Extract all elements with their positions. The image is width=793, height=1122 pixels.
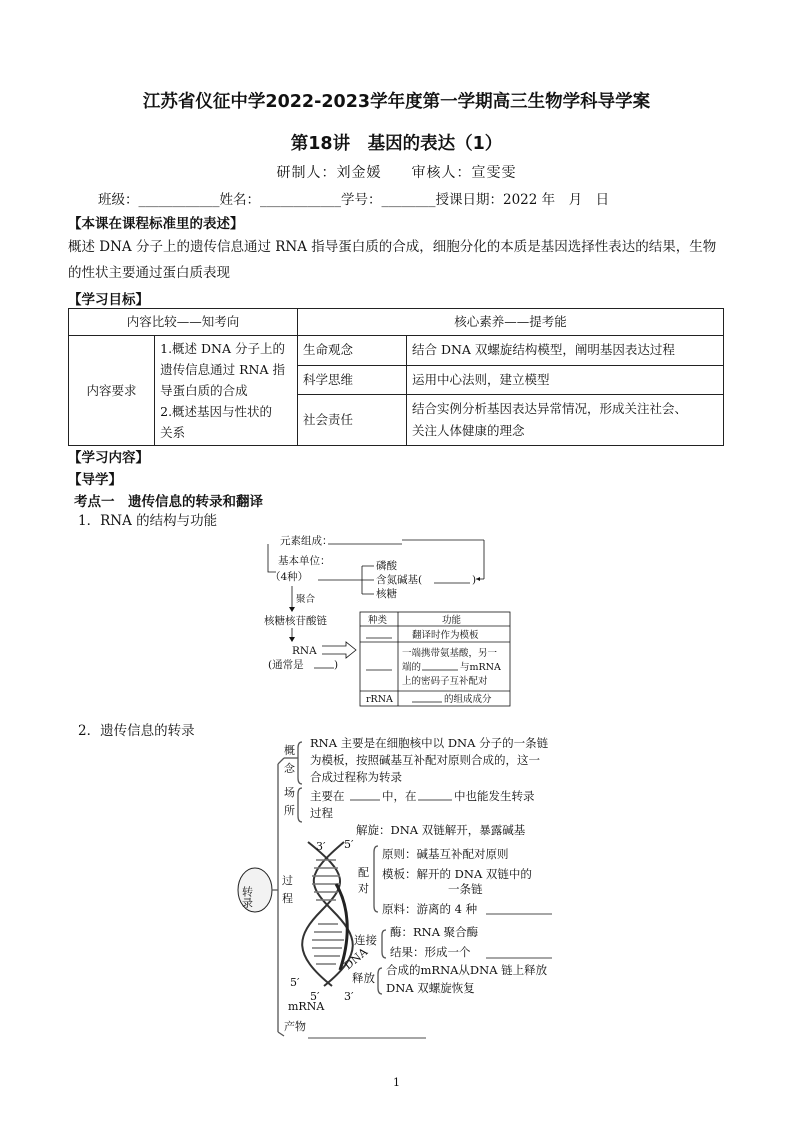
row-label: 内容要求 (69, 336, 155, 446)
base-close: ) (472, 574, 477, 586)
literacy-desc-line: 关注人体健康的理念 (412, 423, 525, 438)
result-step: 结果：形成一个 (390, 945, 471, 959)
literacy-name: 社会责任 (298, 395, 407, 446)
topic-heading: 考点一 遗传信息的转录和翻译 (74, 494, 263, 510)
row2-function-3: 上的密码子互补配对 (402, 676, 488, 687)
site-label-2: 所 (284, 804, 295, 817)
pair-label-2: 对 (358, 882, 369, 895)
literacy-desc (407, 395, 724, 446)
usually-label: (通常是 (268, 659, 304, 671)
row1-function: 翻译时作为模板 (412, 630, 479, 641)
learning-goals-table (68, 308, 724, 446)
material-step: 原料：游离的 4 种 (382, 902, 478, 916)
lecture-title: 第18讲 基因的表达（1） (290, 134, 503, 154)
process-label-2: 程 (282, 892, 293, 905)
rna-label: RNA (292, 645, 317, 657)
template-step-2: 一条链 (448, 882, 483, 896)
guide-heading: 【导学】 (68, 472, 122, 488)
table-header-type: 种类 (368, 615, 388, 626)
literacy-desc: 结合 DNA 双螺旋结构模型，阐明基因表达过程 (407, 336, 724, 366)
row2-function-2b: 与mRNA (460, 662, 501, 673)
row3-function: 的组成成分 (444, 694, 492, 705)
transcription-diagram (236, 734, 576, 1050)
item-2-heading: 2．遗传信息的转录 (78, 723, 195, 739)
phosphate-label: 磷酸 (376, 560, 397, 572)
requirements-cell (155, 336, 298, 446)
standard-heading: 【本课在课程标准里的表述】 (68, 216, 244, 232)
element-label: 元素组成： (280, 535, 333, 547)
connect-label: 连接 (354, 933, 377, 947)
mrna-5prime: 5′ (310, 990, 320, 1003)
rna-structure-diagram (262, 530, 524, 710)
concept-line-2: 为模板，按照碱基互补配对原则合成的，这一 (310, 753, 540, 767)
unit-label: 基本单位： (278, 555, 331, 567)
literacy-name: 科学思维 (298, 365, 407, 395)
principle-step: 原则：碱基互补配对原则 (382, 847, 509, 861)
literacy-name: 生命观念 (298, 336, 407, 366)
release-step-2: DNA 双螺旋恢复 (386, 981, 475, 995)
site-line-1b: 中，在 (382, 789, 417, 803)
dna-3prime-bottom: 3′ (344, 990, 354, 1003)
dna-3prime-top: 3′ (316, 840, 326, 853)
standard-line-1: 概述 DNA 分子上的遗传信息通过 RNA 指导蛋白质的合成，细胞分化的本质是基因选择性表达的结果，生物 (68, 239, 717, 255)
literacy-desc: 运用中心法则，建立模型 (407, 365, 724, 395)
usually-close: ) (334, 659, 339, 671)
center-label-1: 转录 (240, 886, 254, 908)
ribose-label: 核糖 (376, 588, 397, 600)
dna-5prime-bottom: 5′ (290, 976, 300, 989)
dna-5prime-top: 5′ (344, 838, 354, 851)
row2-function-1: 一端携带氨基酸，另一 (402, 648, 498, 659)
table-header-function: 功能 (442, 615, 462, 626)
unit-count: （4种） (270, 571, 309, 583)
site-label-1: 场 (284, 786, 295, 799)
site-line-1a: 主要在 (310, 789, 345, 803)
item-1-heading: 1．RNA 的结构与功能 (78, 513, 218, 529)
pair-label-1: 配 (358, 866, 369, 879)
concept-label-2: 念 (284, 762, 295, 775)
student-info-line: 班级：____________姓名：____________学号：________授课日期：2022 年 月 日 (98, 192, 610, 208)
process-label-1: 过 (282, 874, 293, 887)
requirement-line: 遗传信息通过 RNA 指 (160, 362, 285, 377)
unwind-step: 解旋：DNA 双链解开，暴露碱基 (356, 823, 526, 837)
requirement-line: 导蛋白质的合成 (160, 383, 248, 398)
site-line-1c: 中也能发生转录 (454, 789, 535, 803)
enzyme-step: 酶：RNA 聚合酶 (390, 925, 479, 939)
content-heading: 【学习内容】 (68, 450, 149, 466)
template-step-1: 模板：解开的 DNA 双链中的 (382, 867, 532, 881)
product-label: 产物 (284, 1020, 306, 1033)
release-label: 释放 (352, 971, 375, 985)
polymerize-label: 聚合 (296, 594, 316, 605)
row2-function-2: 端的 (402, 662, 422, 673)
dna-label: DNA (341, 945, 371, 973)
base-label: 含氮碱基( (376, 574, 423, 586)
page-number: 1 (393, 1076, 400, 1089)
chain-label: 核糖核苷酸链 (264, 615, 327, 627)
concept-label-1: 概 (284, 744, 295, 757)
concept-line-1: RNA 主要是在细胞核中以 DNA 分子的一条链 (310, 736, 549, 750)
authors-line: 研制人：刘金媛 审核人：宣雯雯 (276, 165, 517, 181)
requirement-line: 2.概述基因与性状的 (160, 404, 273, 419)
concept-line-3: 合成过程称为转录 (310, 770, 402, 784)
mrna-label: mRNA (288, 1000, 325, 1013)
site-line-2: 过程 (310, 806, 333, 820)
requirement-line: 1.概述 DNA 分子上的 (160, 341, 285, 356)
release-step-1: 合成的mRNA从DNA 链上释放 (386, 963, 548, 977)
row3-type: rRNA (366, 694, 393, 705)
standard-line-2: 的性状主要通过蛋白质表现 (68, 265, 230, 281)
document-title: 江苏省仪征中学2022-2023学年度第一学期高三生物学科导学案 (142, 92, 651, 112)
goals-heading: 【学习目标】 (68, 292, 149, 308)
literacy-desc-line: 结合实例分析基因表达异常情况，形成关注社会、 (412, 401, 688, 416)
col2-header: 核心素养——提考能 (298, 309, 724, 336)
col1-header: 内容比较——知考向 (69, 309, 298, 336)
requirement-line: 关系 (160, 425, 186, 440)
